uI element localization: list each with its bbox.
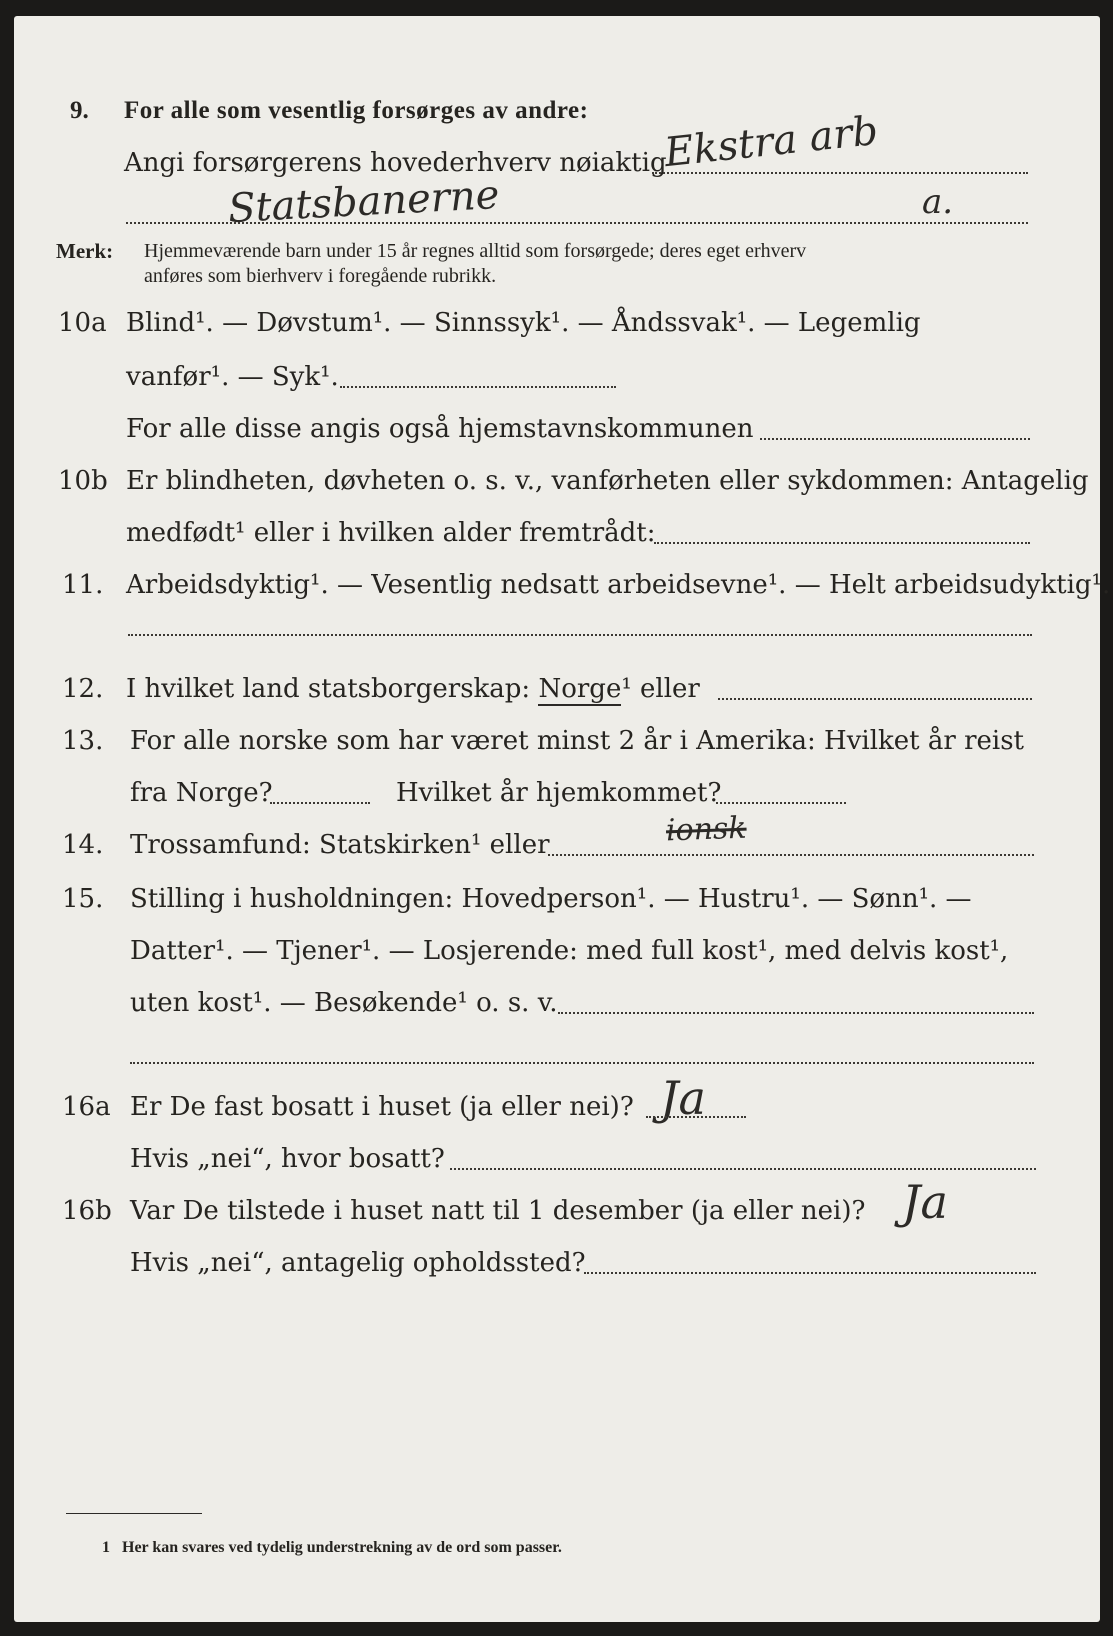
q16a-line1: Er De fast bosatt i huset (ja eller nei)? [130, 1092, 634, 1122]
q16b-line2: Hvis „nei“, antagelig opholdssted? [130, 1248, 586, 1278]
q10a-line1: Blind¹. — Døvstum¹. — Sinnssyk¹. — Åndssvak¹. — Legemlig [126, 308, 921, 338]
q12-answer-line [718, 698, 1032, 700]
q14-line1: Trossamfund: Statskirken¹ eller [130, 830, 550, 860]
q10a-hometown-line [760, 438, 1030, 440]
q12-prefix: I hvilket land statsborgerskap: [126, 674, 531, 704]
q9-number: 9. [70, 97, 89, 124]
q15-answer-line [558, 1012, 1034, 1014]
q13-number: 13. [62, 726, 104, 756]
q10b-line1: Er blindheten, døvheten o. s. v., vanførheten eller sykdommen: Antagelig [126, 466, 1089, 496]
q11-answer-line [128, 634, 1032, 636]
q16b-residence-line [584, 1272, 1036, 1274]
q13-year-returned-line [716, 802, 846, 804]
q15-line2: Datter¹. — Tjener¹. — Losjerende: med full kost¹, med delvis kost¹, [130, 936, 1009, 966]
q15-number: 15. [62, 884, 104, 914]
q16a-line2: Hvis „nei“, hvor bosatt? [130, 1144, 445, 1174]
q13-year-left-line [270, 802, 370, 804]
q12-line1 [126, 674, 700, 704]
q16a-number: 16a [62, 1092, 111, 1122]
q16a-handwritten-answer: Ja [660, 1071, 706, 1125]
footnote-rule [66, 1513, 202, 1514]
q14-number: 14. [62, 830, 104, 860]
q16b-number: 16b [62, 1196, 112, 1226]
merk-label: Merk: [56, 239, 114, 263]
q9-handwritten-answer2: Statsbanerne [226, 171, 501, 233]
q10b-answer-line [654, 542, 1030, 544]
q13-line2a: fra Norge? [130, 778, 273, 808]
q16a-residence-line [450, 1168, 1036, 1170]
q14-answer-line [548, 854, 1034, 856]
q14-handwritten-struck-answer: ionsk [665, 810, 748, 849]
q9-line2: Angi forsørgerens hovederhverv nøiaktig [124, 148, 667, 178]
q13-line2b: Hvilket år hjemkommet? [396, 778, 722, 808]
q9-handwritten-answer1: Ekstra arb [662, 107, 881, 177]
q12-number: 12. [62, 674, 104, 704]
footnote-mark: 1 [102, 1539, 110, 1556]
q11-line1: Arbeidsdyktig¹. — Vesentlig nedsatt arbeidsevne¹. — Helt arbeidsudyktig¹. [126, 570, 1111, 600]
q16b-handwritten-answer: Ja [902, 1175, 948, 1229]
q13-line1: For alle norske som har været minst 2 år i Amerika: Hvilket år reist [130, 726, 1024, 756]
q10a-number: 10a [58, 308, 107, 338]
q9-answer-line2 [126, 222, 1028, 224]
q10b-line2: medfødt¹ eller i hvilken alder fremtrådt: [126, 518, 656, 548]
q16a-answer-line [646, 1116, 746, 1118]
q15-extra-line [130, 1062, 1034, 1064]
q11-number: 11. [62, 570, 104, 600]
q9-line1: For alle som vesentlig forsørges av andre: [124, 97, 589, 124]
q12-suffix: ¹ eller [621, 674, 700, 704]
q12-underlined-answer: Norge [538, 674, 622, 704]
q10a-answer-line [340, 386, 616, 388]
merk-line1: Hjemmeværende barn under 15 år regnes alltid som forsørgede; deres eget erhverv [144, 240, 807, 262]
merk-line2: anføres som bierhverv i foregående rubrikk. [144, 265, 497, 287]
q10a-line2: vanfør¹. — Syk¹. [126, 362, 339, 392]
q9-answer-line1 [652, 172, 1028, 174]
q10a-line3: For alle disse angis også hjemstavnskommunen [126, 414, 754, 444]
q15-line3: uten kost¹. — Besøkende¹ o. s. v. [130, 988, 558, 1018]
q15-line1: Stilling i husholdningen: Hovedperson¹. — Hustru¹. — Sønn¹. — [130, 884, 972, 914]
q10b-number: 10b [58, 466, 108, 496]
q16b-line1: Var De tilstede i huset natt til 1 desember (ja eller nei)? [130, 1196, 866, 1226]
footnote-text: Her kan svares ved tydelig understrekning av de ord som passer. [122, 1539, 562, 1556]
q9-handwritten-mark: a. [922, 182, 954, 222]
